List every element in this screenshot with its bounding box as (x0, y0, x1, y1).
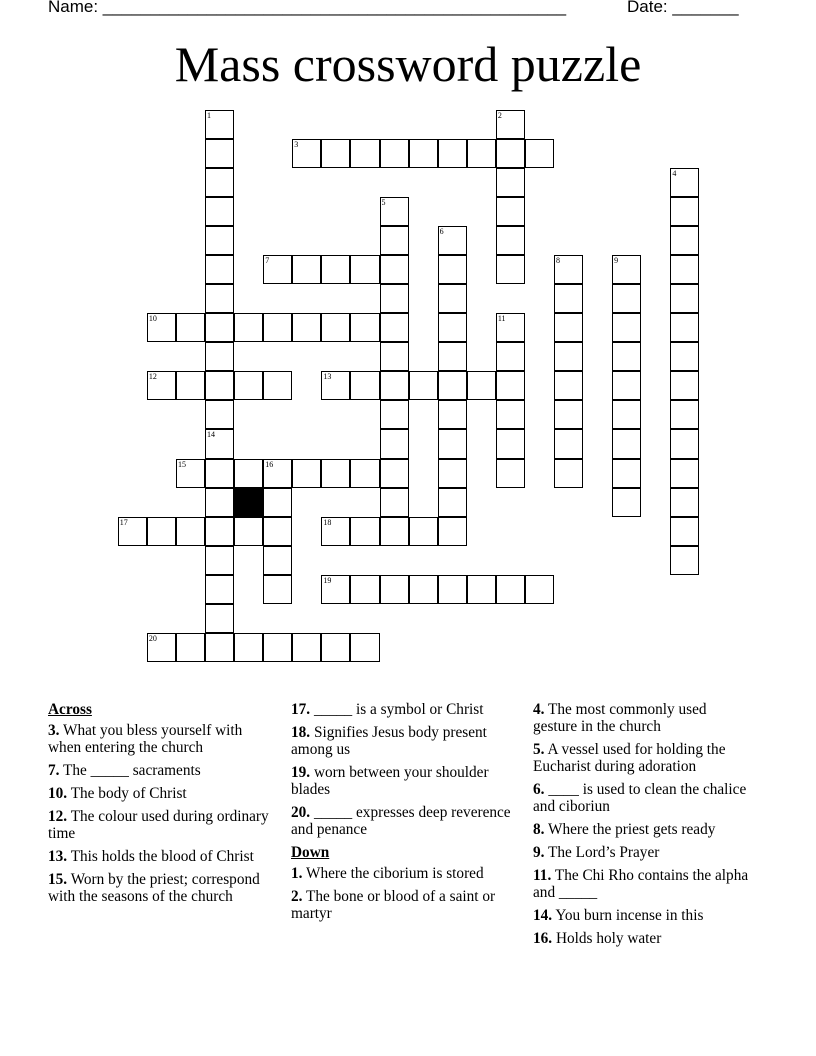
black-cell (234, 488, 263, 517)
grid-cell[interactable] (350, 313, 379, 342)
grid-cell[interactable] (496, 255, 525, 284)
down-clue: 4. The most commonly used gesture in the church (533, 701, 707, 735)
grid-cell[interactable] (234, 371, 263, 400)
grid-cell[interactable] (205, 604, 234, 633)
grid-cell[interactable] (350, 371, 379, 400)
across-clue: 3. What you bless yourself with when entering the church (48, 722, 243, 756)
down-heading: Down (291, 844, 330, 861)
grid-cell[interactable] (438, 371, 467, 400)
grid-cell[interactable] (438, 226, 467, 255)
grid-cell[interactable] (263, 546, 292, 575)
grid-cell[interactable] (380, 575, 409, 604)
clue-number: 17 (119, 517, 128, 527)
grid-cell[interactable] (147, 517, 176, 546)
grid-cell[interactable] (205, 633, 234, 662)
grid-cell[interactable] (612, 342, 641, 371)
grid-cell[interactable] (380, 459, 409, 488)
grid-cell[interactable] (496, 168, 525, 197)
grid-cell[interactable] (438, 429, 467, 458)
grid-cell[interactable] (554, 284, 583, 313)
clue-number: 2 (497, 110, 502, 120)
grid-cell[interactable] (263, 371, 292, 400)
clue-number: 9 (614, 256, 619, 265)
grid-cell[interactable] (438, 139, 467, 168)
grid-cell[interactable] (496, 429, 525, 458)
page-title: Mass crossword puzzle (174, 36, 642, 92)
clue-number: 14 (207, 430, 216, 440)
grid-cell[interactable] (205, 139, 234, 168)
grid-cell[interactable] (205, 168, 234, 197)
grid-cell[interactable] (205, 371, 234, 400)
grid-cell[interactable] (380, 342, 409, 371)
grid-cell[interactable] (554, 342, 583, 371)
clue-number: 10 (148, 314, 157, 324)
grid-cell[interactable] (205, 546, 234, 575)
grid-cell[interactable] (263, 517, 292, 546)
grid-cell[interactable] (321, 459, 350, 488)
grid-cell[interactable] (380, 226, 409, 255)
grid-cell[interactable] (438, 517, 467, 546)
grid-cell[interactable] (670, 168, 699, 197)
grid-cell[interactable] (612, 284, 641, 313)
grid-cell[interactable] (234, 633, 263, 662)
grid-cell[interactable] (380, 371, 409, 400)
grid-cell[interactable] (234, 459, 263, 488)
clue-number: 18 (323, 517, 332, 527)
grid-cell[interactable] (205, 517, 234, 546)
grid-cell[interactable] (205, 459, 234, 488)
clue-column-1 (48, 701, 273, 911)
clue-number: 13 (323, 372, 332, 382)
grid-cell[interactable] (670, 517, 699, 546)
grid-cell[interactable] (612, 488, 641, 517)
grid-cell[interactable] (496, 110, 525, 139)
grid-cell[interactable] (438, 400, 467, 429)
grid-cell[interactable] (670, 371, 699, 400)
clue-number: 7 (265, 256, 270, 265)
grid-cell[interactable] (263, 488, 292, 517)
grid-cell[interactable] (409, 139, 438, 168)
grid-cell[interactable] (292, 139, 321, 168)
grid-cell[interactable] (350, 459, 379, 488)
grid-cell[interactable] (147, 371, 176, 400)
grid-cell[interactable] (205, 255, 234, 284)
clue-column-2 (291, 701, 521, 928)
across-clue: 18. Signifies Jesus body present among us (291, 724, 487, 758)
down-clue: 8. Where the priest gets ready (533, 821, 716, 838)
grid-cell[interactable] (321, 313, 350, 342)
grid-cell[interactable] (554, 371, 583, 400)
grid-cell[interactable] (234, 313, 263, 342)
clue-number: 4 (672, 168, 677, 178)
grid-cell[interactable] (409, 371, 438, 400)
grid-cell[interactable] (554, 313, 583, 342)
grid-cell[interactable] (670, 342, 699, 371)
grid-cell[interactable] (380, 255, 409, 284)
grid-cell[interactable] (176, 371, 205, 400)
down-clue: 14. You burn incense in this (533, 907, 704, 924)
down-clue: 9. The Lord’s Prayer (533, 844, 660, 861)
grid-cell[interactable] (321, 139, 350, 168)
across-heading: Across (48, 701, 92, 718)
grid-cell[interactable] (292, 255, 321, 284)
grid-cell[interactable] (321, 575, 350, 604)
clue-number: 3 (294, 139, 299, 149)
grid-cell[interactable] (670, 429, 699, 458)
grid-cell[interactable] (380, 517, 409, 546)
grid-cell[interactable] (321, 255, 350, 284)
grid-cell[interactable] (438, 488, 467, 517)
grid-cell[interactable] (380, 139, 409, 168)
grid-cell[interactable] (409, 517, 438, 546)
grid-cell[interactable] (350, 139, 379, 168)
grid-cell[interactable] (612, 400, 641, 429)
grid-cell[interactable] (380, 284, 409, 313)
grid-cell[interactable] (496, 342, 525, 371)
grid-cell[interactable] (205, 400, 234, 429)
down-clue: 6. ____ is used to clean the chalice and ciboriun (533, 781, 747, 815)
grid-cell[interactable] (205, 313, 234, 342)
grid-cell[interactable] (438, 284, 467, 313)
grid-cell[interactable] (670, 546, 699, 575)
grid-cell[interactable] (496, 139, 525, 168)
grid-cell[interactable] (380, 429, 409, 458)
down-clue: 16. Holds holy water (533, 930, 662, 947)
grid-cell[interactable] (670, 313, 699, 342)
grid-cell[interactable] (176, 459, 205, 488)
grid-cell[interactable] (670, 197, 699, 226)
grid-cell[interactable] (612, 459, 641, 488)
grid-cell[interactable] (292, 313, 321, 342)
grid-cell[interactable] (263, 459, 292, 488)
across-clue: 19. worn between your shoulder blades (291, 764, 489, 798)
grid-cell[interactable] (263, 313, 292, 342)
grid-cell[interactable] (612, 429, 641, 458)
grid-cell[interactable] (176, 633, 205, 662)
grid-cell[interactable] (670, 226, 699, 255)
grid-cell[interactable] (350, 517, 379, 546)
down-clue: 5. A vessel used for holding the Eucharist during adoration (533, 741, 726, 775)
grid-cell[interactable] (263, 255, 292, 284)
grid-cell[interactable] (263, 633, 292, 662)
grid-cell[interactable] (670, 459, 699, 488)
down-clue: 1. Where the ciborium is stored (291, 865, 484, 882)
grid-cell[interactable] (496, 226, 525, 255)
grid-cell[interactable] (205, 575, 234, 604)
date-line[interactable]: Date: _______ (627, 0, 739, 16)
grid-cell[interactable] (176, 313, 205, 342)
grid-cell[interactable] (380, 313, 409, 342)
clue-number: 11 (497, 314, 506, 324)
clue-column-3 (533, 701, 753, 953)
grid-cell[interactable] (670, 255, 699, 284)
grid-cell[interactable] (147, 313, 176, 342)
name-line[interactable]: Name: _________________________________________________ (48, 0, 567, 16)
grid-cell[interactable] (467, 139, 496, 168)
across-clue: 7. The _____ sacraments (48, 762, 201, 779)
grid-cell[interactable] (350, 633, 379, 662)
grid-cell[interactable] (292, 633, 321, 662)
grid-cell[interactable] (525, 139, 554, 168)
down-clue: 2. The bone or blood of a saint or martyr (291, 888, 496, 922)
grid-cell[interactable] (205, 488, 234, 517)
down-clue: 11. The Chi Rho contains the alpha and _____ (533, 867, 749, 901)
across-clue: 15. Worn by the priest; correspond with the seasons of the church (48, 871, 260, 905)
grid-cell[interactable] (496, 371, 525, 400)
across-clue: 20. _____ expresses deep reverence and penance (291, 804, 511, 838)
clue-number: 5 (381, 197, 386, 207)
grid-cell[interactable] (205, 429, 234, 458)
grid-cell[interactable] (321, 517, 350, 546)
across-clue: 17. _____ is a symbol or Christ (291, 701, 484, 718)
grid-cell[interactable] (234, 517, 263, 546)
grid-cell[interactable] (380, 197, 409, 226)
grid-cell[interactable] (205, 110, 234, 139)
grid-cell[interactable] (176, 517, 205, 546)
grid-cell[interactable] (118, 517, 147, 546)
grid-cell[interactable] (496, 400, 525, 429)
grid-cell[interactable] (670, 488, 699, 517)
grid-cell[interactable] (467, 371, 496, 400)
grid-cell[interactable] (409, 575, 438, 604)
grid-cell[interactable] (612, 313, 641, 342)
clue-number: 20 (148, 634, 157, 644)
grid-cell[interactable] (292, 459, 321, 488)
grid-cell[interactable] (496, 459, 525, 488)
grid-cell[interactable] (438, 255, 467, 284)
grid-cell[interactable] (496, 575, 525, 604)
clue-number: 16 (265, 459, 274, 469)
clue-number: 1 (207, 110, 212, 120)
grid-cell[interactable] (467, 575, 496, 604)
grid-cell[interactable] (554, 255, 583, 284)
grid-cell[interactable] (205, 284, 234, 313)
grid-cell[interactable] (350, 255, 379, 284)
grid-cell[interactable] (263, 575, 292, 604)
grid-cell[interactable] (554, 400, 583, 429)
grid-cell[interactable] (612, 371, 641, 400)
grid-cell[interactable] (554, 459, 583, 488)
clue-number: 12 (148, 372, 157, 382)
grid-cell[interactable] (554, 429, 583, 458)
grid-cell[interactable] (525, 575, 554, 604)
grid-cell[interactable] (496, 197, 525, 226)
across-clue: 13. This holds the blood of Christ (48, 848, 254, 865)
grid-cell[interactable] (670, 284, 699, 313)
grid-cell[interactable] (496, 313, 525, 342)
grid-cell[interactable] (321, 371, 350, 400)
grid-cell[interactable] (205, 197, 234, 226)
across-clue: 12. The colour used during ordinary time (48, 808, 269, 842)
clue-number: 19 (323, 575, 332, 585)
grid-cell[interactable] (205, 226, 234, 255)
grid-cell[interactable] (321, 633, 350, 662)
clue-number: 15 (177, 459, 186, 469)
grid-cell[interactable] (380, 488, 409, 517)
grid-cell[interactable] (438, 313, 467, 342)
grid-cell[interactable] (380, 400, 409, 429)
grid-cell[interactable] (147, 633, 176, 662)
grid-cell[interactable] (612, 255, 641, 284)
grid-cell[interactable] (350, 575, 379, 604)
grid-cell[interactable] (438, 342, 467, 371)
grid-cell[interactable] (438, 575, 467, 604)
across-clue: 10. The body of Christ (48, 785, 187, 802)
clue-number: 8 (556, 256, 560, 265)
grid-cell[interactable] (670, 400, 699, 429)
grid-cell[interactable] (438, 459, 467, 488)
clue-number: 6 (439, 226, 444, 236)
grid-cell[interactable] (205, 342, 234, 371)
